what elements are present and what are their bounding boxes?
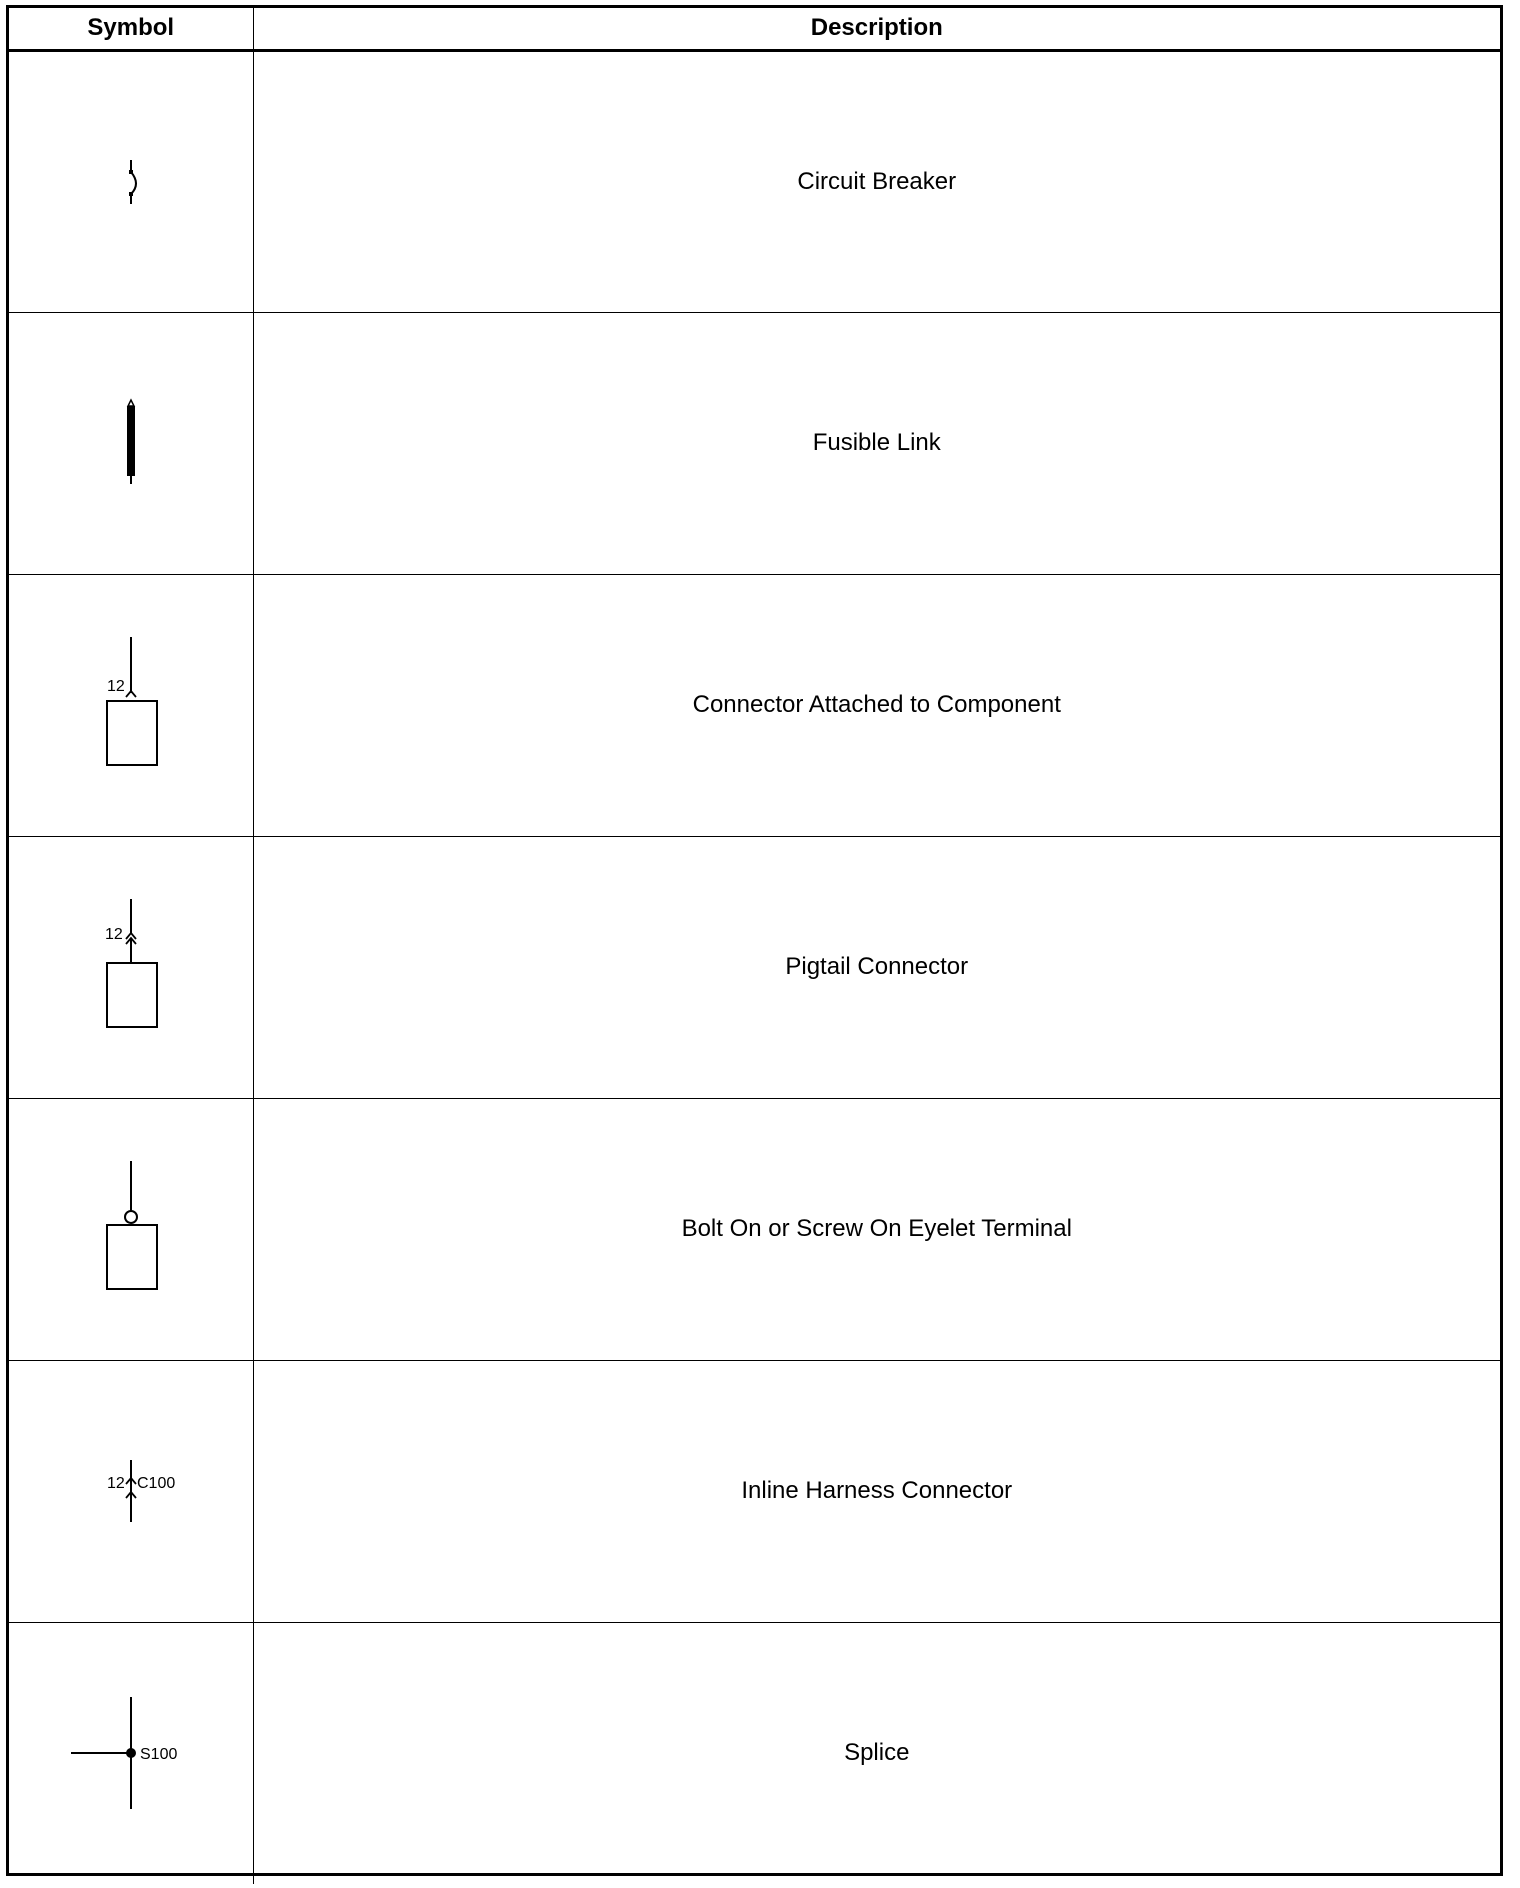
splice-icon — [61, 1693, 201, 1813]
table-row — [9, 1360, 1500, 1622]
symbol-cell — [9, 1622, 253, 1884]
circuit-breaker-icon — [111, 152, 151, 212]
description-column-header: Description — [253, 8, 1500, 50]
description-cell: Bolt On or Screw On Eyelet Terminal — [253, 1098, 1500, 1360]
pin-number-label: 12 — [106, 1475, 125, 1492]
description-cell: Connector Attached to Component — [253, 574, 1500, 836]
table-row — [9, 574, 1500, 836]
table-row — [9, 1622, 1500, 1884]
fusible-link-icon — [111, 398, 151, 488]
symbol-cell — [9, 836, 253, 1098]
component-connector-icon — [91, 635, 171, 775]
symbol-legend-sheet — [6, 5, 1503, 1876]
description-cell: Circuit Breaker — [253, 50, 1500, 312]
description-cell: Pigtail Connector — [253, 836, 1500, 1098]
description-cell: Splice — [253, 1622, 1500, 1884]
description-cell: Fusible Link — [253, 312, 1500, 574]
pin-number-label: 12 — [104, 926, 123, 943]
eyelet-terminal-icon — [91, 1159, 171, 1299]
symbol-cell — [9, 50, 253, 312]
splice-id-label: S100 — [139, 1746, 178, 1764]
description-cell: Inline Harness Connector — [253, 1360, 1500, 1622]
header-row — [9, 8, 1500, 50]
table-row — [9, 50, 1500, 312]
symbol-cell — [9, 312, 253, 574]
symbol-cell — [9, 1098, 253, 1360]
connector-id-label: C100 — [136, 1475, 175, 1492]
symbol-column-header: Symbol — [9, 8, 253, 50]
inline-harness-connector-icon — [71, 1456, 191, 1526]
pigtail-connector-icon — [91, 897, 171, 1037]
symbol-cell — [9, 574, 253, 836]
symbol-cell — [9, 1360, 253, 1622]
table-row — [9, 836, 1500, 1098]
pin-number-label: 12 — [106, 678, 125, 695]
table-row — [9, 312, 1500, 574]
table-row — [9, 1098, 1500, 1360]
symbol-legend-table — [9, 8, 1500, 1884]
